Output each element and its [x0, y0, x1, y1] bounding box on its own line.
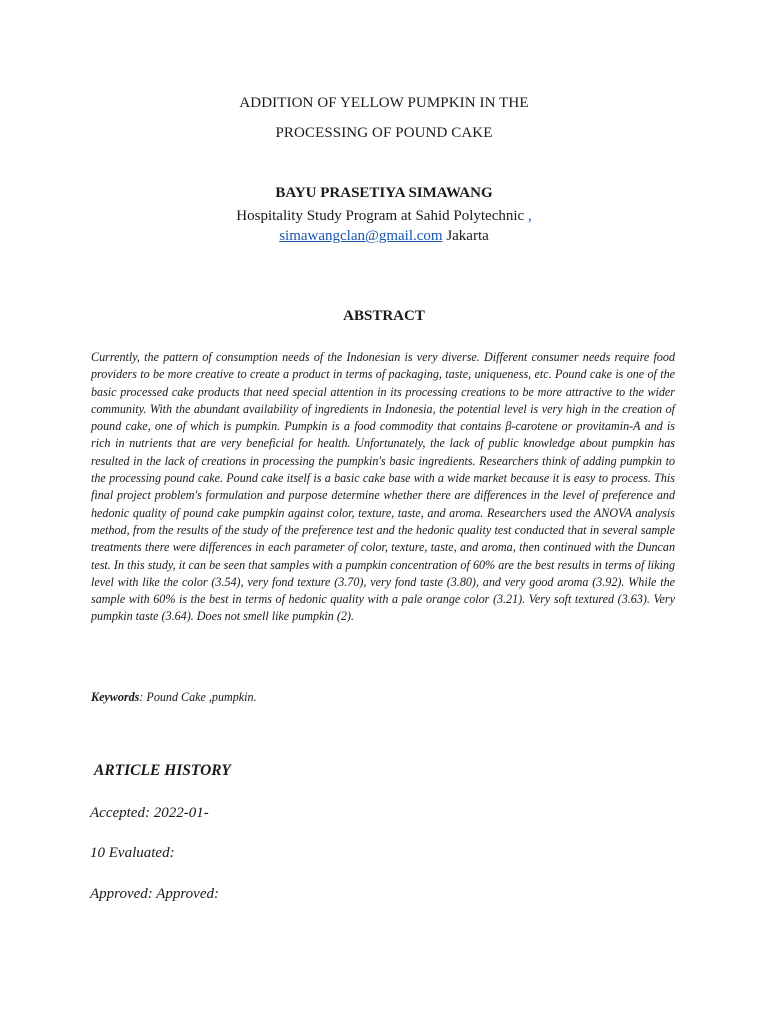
history-approved: Approved: Approved: — [90, 886, 219, 902]
author-email-link[interactable]: simawangclan@gmail.com — [279, 228, 443, 244]
affiliation-line-2 — [0, 228, 768, 245]
article-history-heading: ARTICLE HISTORY — [94, 762, 231, 779]
paper-title-line-2: PROCESSING OF POUND CAKE — [275, 125, 493, 141]
affiliation-link[interactable]: , — [527, 208, 532, 224]
keywords — [91, 690, 675, 705]
affiliation-city: Jakarta — [442, 228, 489, 244]
history-accepted: Accepted: 2022-01- — [90, 805, 209, 821]
keywords-label: Keywords — [91, 690, 140, 704]
history-evaluated: 10 Evaluated: — [90, 845, 175, 861]
keywords-text: : Pound Cake ,pumpkin. — [139, 690, 257, 704]
abstract-heading: ABSTRACT — [343, 308, 425, 324]
abstract-body: Currently, the pattern of consumption needs of the Indonesian is very diverse. Different consumer needs require food providers to be more creative to create a product in terms of packaging, taste, uniqueness, etc. Pound cake is one of the basic processed cake products that need special attention in its processing creations to be more attractive to the wider community. With the abundant availability of ingredients in Indonesia, the potential level is very high in the creation of pound cake, one of which is pumpkin. Pumpkin is a food commodity that contains β-carotene or provitamin-A and is rich in nutrients that are very beneficial for health. Unfortunately, the lack of public knowledge about pumpkin has resulted in the lack of creations in processing the pumpkin's basic ingredients. Researchers think of adding pumpkin to the processing pound cake. Pound cake itself is a basic cake base with a wide market because it is easy to process. This final project problem's formulation and purpose determine whether there are differences in the level of preference and hedonic quality of pound cake pumpkin against color, texture, taste, and aroma. Researchers used the ANOVA analysis method, from the results of the study of the preference test and the hedonic quality test conducted that in several sample treatments there were differences in each parameter of color, texture, taste, and aroma, then continued with the Duncan test. In this study, it can be seen that samples with a pumpkin concentration of 60% are the best results in terms of liking level with like the color (3.54), very fond texture (3.70), very fond taste (3.80), and very good aroma (3.92). While the sample with 60% is the best in terms of hedonic quality with a pale orange color (3.21). Very soft textured (3.63). Very pumpkin taste (3.64). Does not smell like pumpkin (2). — [91, 350, 675, 624]
author-name: BAYU PRASETIYA SIMAWANG — [275, 185, 493, 201]
affiliation-line-1 — [0, 208, 768, 225]
paper-title-line-1: ADDITION OF YELLOW PUMPKIN IN THE — [239, 95, 529, 111]
affiliation-text: Hospitality Study Program at Sahid Polytechnic — [236, 208, 528, 224]
